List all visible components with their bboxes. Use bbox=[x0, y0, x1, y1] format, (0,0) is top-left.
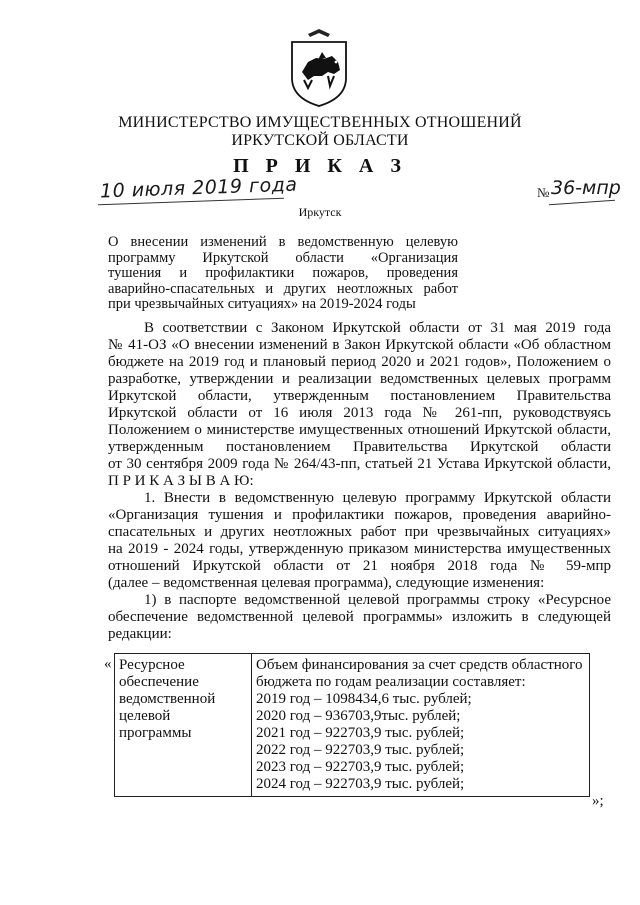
order-body bbox=[108, 320, 611, 643]
cell-line: целевой bbox=[119, 708, 171, 724]
subject-line: программу Иркутской области «Организация bbox=[108, 249, 458, 266]
ministry-name-line2: ИРКУТСКОЙ ОБЛАСТИ bbox=[231, 132, 409, 149]
city-name: Иркутск bbox=[298, 205, 342, 219]
body-line: обеспечение ведомственной целевой программы» изложить в следующей bbox=[108, 609, 611, 625]
subject-line: аварийно-спасательных и других неотложных работ bbox=[108, 280, 458, 297]
body-line: утвержденным постановлением Правительства Иркутской области bbox=[108, 439, 611, 455]
body-line: «Организация тушения и профилактики пожаров, проведения аварийно- bbox=[108, 507, 611, 523]
resource-table bbox=[114, 653, 590, 797]
body-line: бюджете на 2019 год и плановый период 2020 и 2021 годов», Положением о bbox=[108, 354, 611, 370]
order-number-handwritten: 36-мпр bbox=[551, 177, 621, 199]
body-line: 1) в паспорте ведомственной целевой программы строку «Ресурсное bbox=[144, 592, 611, 608]
order-subject bbox=[108, 235, 458, 313]
body-line: Иркутской области от 16 июля 2013 года № 261-пп, руководствуясь bbox=[108, 405, 611, 421]
table-row bbox=[115, 654, 590, 797]
subject-line: при чрезвычайных ситуациях» на 2019-2024 годы bbox=[108, 296, 416, 313]
body-line: отношений Иркутской области от 21 ноября 2018 года № 59-мпр bbox=[108, 558, 611, 574]
table-cell-label bbox=[115, 654, 252, 797]
body-line: (далее – ведомственная целевая программа), следующие изменения: bbox=[108, 575, 545, 591]
subject-line: тушения и профилактики пожаров, проведения bbox=[108, 265, 458, 282]
body-line: на 2019 - 2024 годы, утвержденную приказом министерства имущественных bbox=[108, 541, 611, 557]
document-type-title: П Р И К А З bbox=[233, 155, 407, 177]
cell-line: 2019 год – 1098434,6 тыс. рублей; bbox=[256, 691, 472, 707]
cell-line: 2021 год – 922703,9 тыс. рублей; bbox=[256, 725, 465, 741]
table-cell-value bbox=[252, 654, 590, 797]
order-date-handwritten: 10 июля 2019 года bbox=[99, 173, 298, 203]
table-open-quote: « bbox=[104, 656, 112, 672]
body-line: разработке, утверждении и реализации ведомственных целевых программ bbox=[108, 371, 611, 387]
cell-line: 2024 год – 922703,9 тыс. рублей; bbox=[256, 776, 465, 792]
body-line: Положением о министерстве имущественных отношений Иркутской области, bbox=[108, 422, 611, 438]
order-directive: П Р И К А З Ы В А Ю: bbox=[108, 473, 254, 489]
cell-line: обеспечение bbox=[119, 674, 199, 690]
cell-line: 2023 год – 922703,9 тыс. рублей; bbox=[256, 759, 465, 775]
body-line: 1. Внести в ведомственную целевую программу Иркутской области bbox=[144, 490, 611, 506]
cell-line: Объем финансирования за счет средств областного bbox=[256, 657, 583, 673]
number-sign: № bbox=[537, 185, 550, 200]
body-line: от 30 сентября 2009 года № 264/43-пп, статьей 21 Устава Иркутской области, bbox=[108, 456, 611, 472]
ministry-name-line1: МИНИСТЕРСТВО ИМУЩЕСТВЕННЫХ ОТНОШЕНИЙ bbox=[118, 114, 522, 131]
coat-of-arms-icon bbox=[288, 28, 350, 108]
body-line: Иркутской области, утвержденным постановлением Правительства bbox=[108, 388, 611, 404]
cell-line: программы bbox=[119, 725, 192, 741]
body-line: спасательных и других неотложных работ при чрезвычайных ситуациях» bbox=[108, 524, 611, 540]
cell-line: 2020 год – 936703,9тыс. рублей; bbox=[256, 708, 461, 724]
table-close-quote: »; bbox=[592, 793, 604, 809]
cell-line: 2022 год – 922703,9 тыс. рублей; bbox=[256, 742, 465, 758]
body-line: редакции: bbox=[108, 626, 172, 642]
body-line: В соответствии с Законом Иркутской области от 31 мая 2019 года bbox=[144, 320, 611, 336]
cell-line: Ресурсное bbox=[119, 657, 185, 673]
subject-line: О внесении изменений в ведомственную целевую bbox=[108, 234, 458, 250]
cell-line: ведомственной bbox=[119, 691, 216, 707]
cell-line: бюджета по годам реализации составляет: bbox=[256, 674, 526, 690]
body-line: № 41-ОЗ «О внесении изменений в Закон Иркутской области «Об областном bbox=[108, 337, 611, 353]
